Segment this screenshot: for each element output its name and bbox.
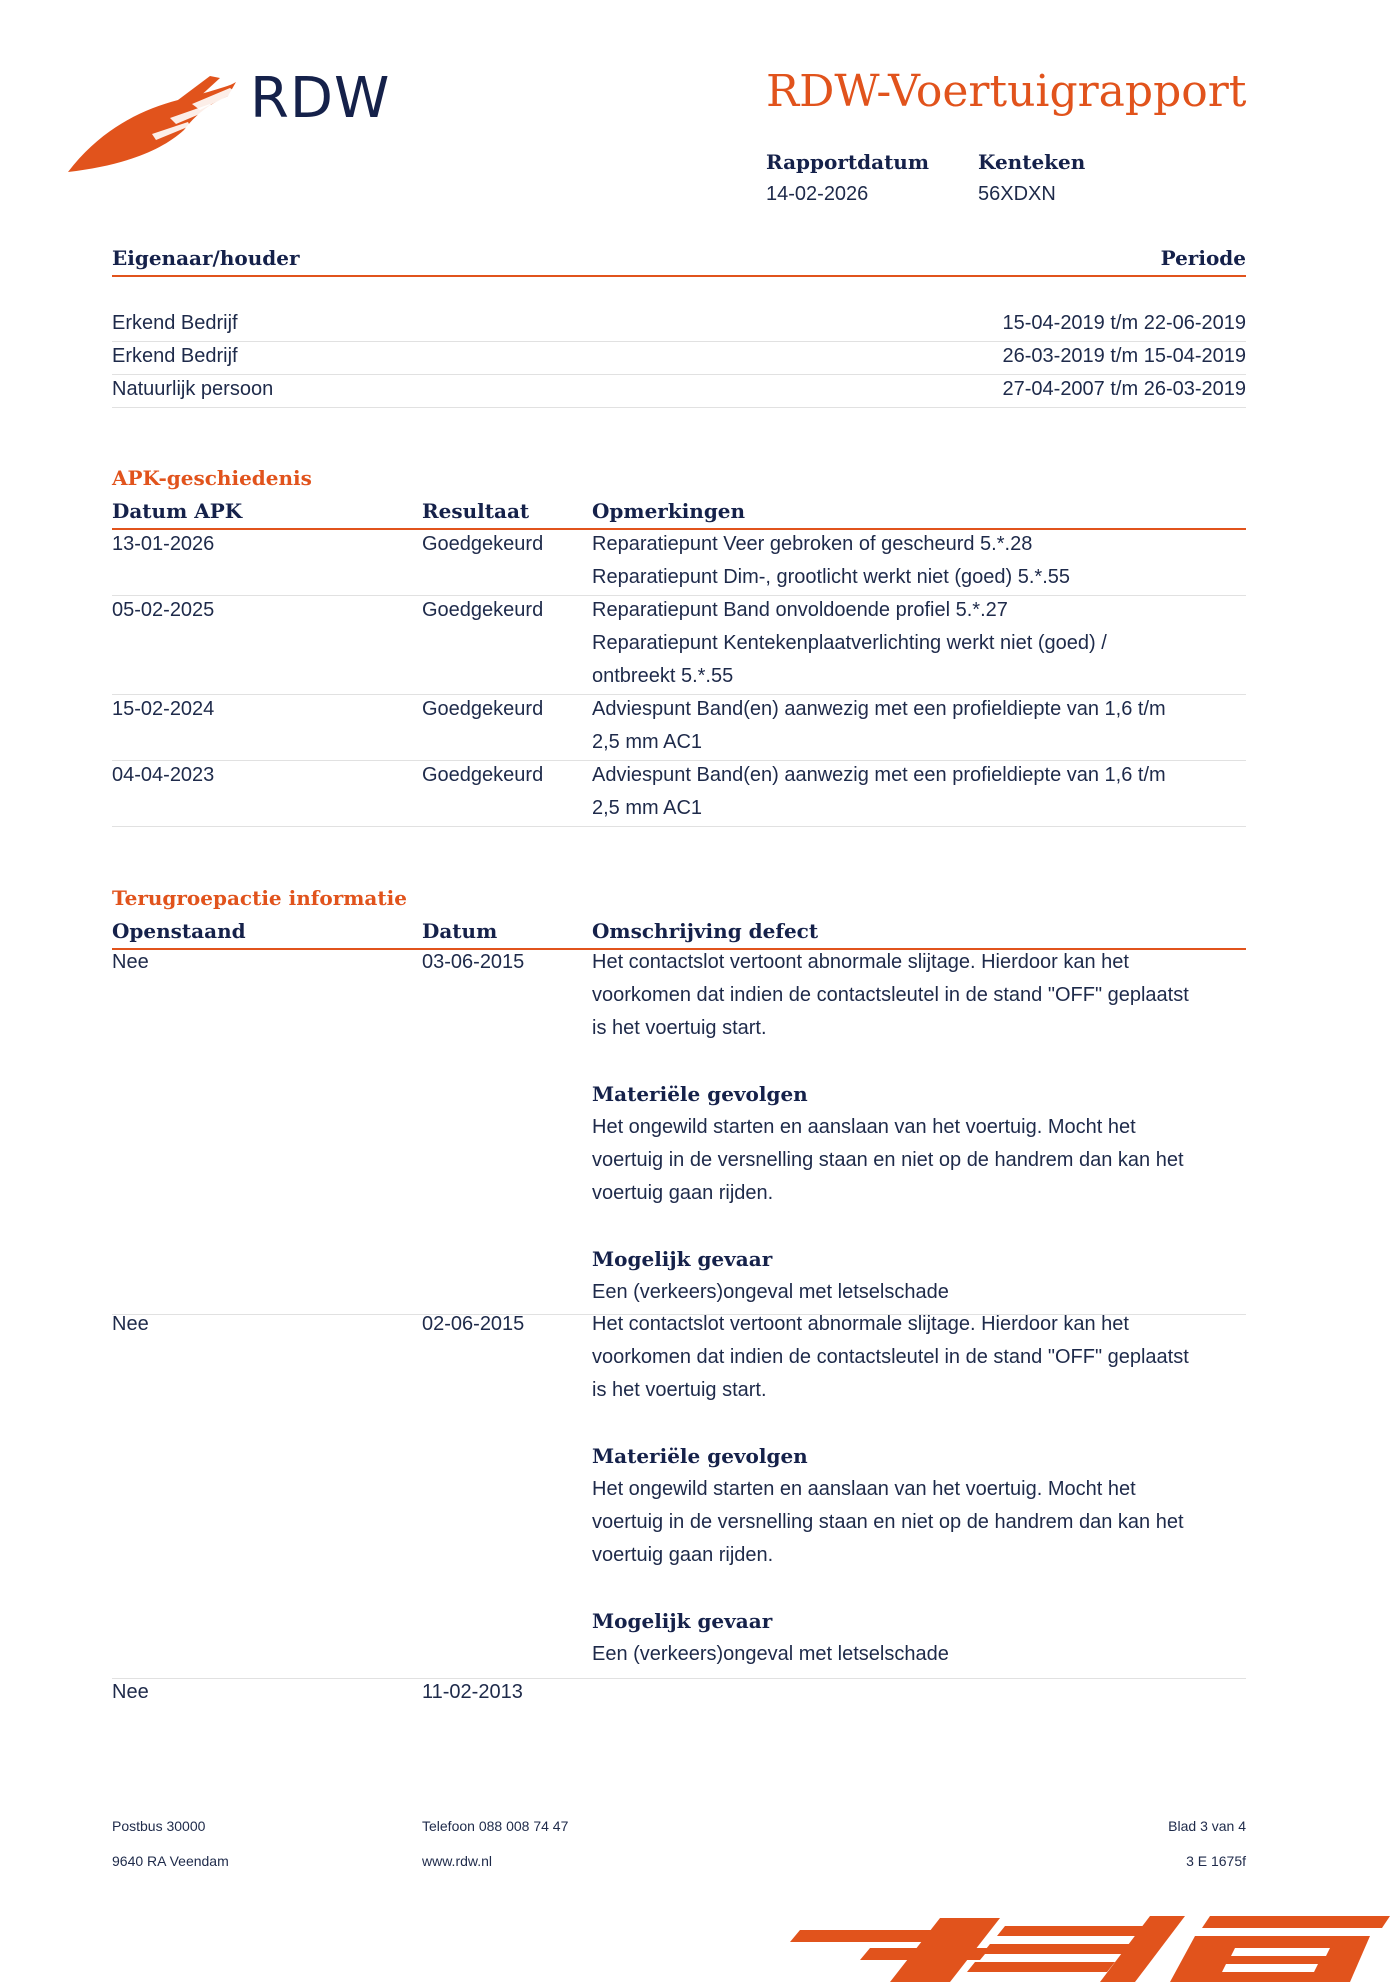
recall-open-header: Openstaand	[112, 919, 246, 943]
report-date-label: Rapportdatum	[766, 150, 930, 174]
apk-remarks	[592, 693, 1252, 759]
recall-date-header: Datum	[422, 919, 498, 943]
danger-heading: Mogelijk gevaar	[592, 1609, 773, 1633]
danger-heading: Mogelijk gevaar	[592, 1247, 773, 1271]
consequences-line: voertuig in de versnelling staan en niet op de handrem dan kan het	[592, 1511, 1184, 1533]
apk-result: Goedgekeurd	[422, 764, 544, 786]
row-divider	[112, 1678, 1246, 1679]
period-column-header: Periode	[1160, 246, 1246, 270]
consequences-line: voertuig gaan rijden.	[592, 1182, 774, 1204]
defect-line: voorkomen dat indien de contactsleutel in de stand "OFF" geplaatst	[592, 984, 1189, 1006]
defect-line: voorkomen dat indien de contactsleutel in de stand "OFF" geplaatst	[592, 1346, 1189, 1368]
consequences-heading: Materiële gevolgen	[592, 1444, 808, 1468]
apk-result: Goedgekeurd	[422, 599, 544, 621]
danger-text: Een (verkeers)ongeval met letselschade	[592, 1281, 949, 1303]
recall-open: Nee	[112, 1313, 149, 1335]
plate-value: 56XDXN	[978, 183, 1056, 205]
logo-text: RDW	[250, 66, 391, 131]
owner-period: 15-04-2019 t/m 22-06-2019	[1002, 312, 1246, 334]
apk-remarks	[592, 759, 1252, 825]
apk-result-header: Resultaat	[422, 499, 530, 523]
defect-line: Het contactslot vertoont abnormale slijtage. Hierdoor kan het	[592, 1313, 1129, 1335]
defect-line: Het contactslot vertoont abnormale slijtage. Hierdoor kan het	[592, 951, 1129, 973]
owner-name: Erkend Bedrijf	[112, 312, 238, 334]
apk-remark-line: Reparatiepunt Dim-, grootlicht werkt niet (goed) 5.*.55	[592, 566, 1071, 588]
owner-period: 26-03-2019 t/m 15-04-2019	[1002, 345, 1246, 367]
recall-description	[592, 946, 1252, 1309]
report-title: RDW-Voertuigrapport	[766, 66, 1247, 117]
decorative-stripes-graphic	[790, 1908, 1400, 1982]
consequences-line: voertuig gaan rijden.	[592, 1544, 774, 1566]
report-date: 14-02-2026	[766, 183, 869, 205]
footer-website[interactable]: www.rdw.nl	[422, 1853, 493, 1869]
consequences-heading: Materiële gevolgen	[592, 1082, 808, 1106]
consequences-line: Het ongewild starten en aanslaan van het voertuig. Mocht het	[592, 1478, 1136, 1500]
consequences-line: Het ongewild starten en aanslaan van het voertuig. Mocht het	[592, 1116, 1136, 1138]
apk-result: Goedgekeurd	[422, 533, 544, 555]
recall-date: 11-02-2013	[422, 1681, 523, 1703]
apk-remark-line: 2,5 mm AC1	[592, 731, 703, 753]
recall-date: 03-06-2015	[422, 951, 525, 973]
apk-remark-line: ontbreekt 5.*.55	[592, 665, 734, 687]
owner-name: Natuurlijk persoon	[112, 378, 274, 400]
defect-line: is het voertuig start.	[592, 1017, 767, 1039]
row-divider	[112, 407, 1246, 408]
owner-name: Erkend Bedrijf	[112, 345, 238, 367]
footer-page-number: Blad 3 van 4	[1168, 1818, 1246, 1834]
apk-date: 04-04-2023	[112, 764, 215, 786]
consequences-line: voertuig in de versnelling staan en niet op de handrem dan kan het	[592, 1149, 1184, 1171]
apk-remark-line: Adviespunt Band(en) aanwezig met een profieldiepte van 1,6 t/m	[592, 764, 1166, 786]
defect-line: is het voertuig start.	[592, 1379, 767, 1401]
apk-remark-line: Reparatiepunt Kentekenplaatverlichting werkt niet (goed) /	[592, 632, 1107, 654]
apk-date: 13-01-2026	[112, 533, 215, 555]
apk-remark-line: Reparatiepunt Veer gebroken of gescheurd 5.*.28	[592, 533, 1033, 555]
footer-postbus: Postbus 30000	[112, 1818, 206, 1834]
apk-date-header: Datum APK	[112, 499, 243, 523]
danger-text: Een (verkeers)ongeval met letselschade	[592, 1643, 949, 1665]
footer-city: 9640 RA Veendam	[112, 1853, 229, 1869]
recall-section-title: Terugroepactie informatie	[112, 886, 407, 910]
apk-date: 15-02-2024	[112, 698, 215, 720]
recall-desc-header: Omschrijving defect	[592, 919, 819, 943]
apk-remark-line: Reparatiepunt Band onvoldoende profiel 5.*.27	[592, 599, 1008, 621]
recall-date: 02-06-2015	[422, 1313, 525, 1335]
apk-remarks-header: Opmerkingen	[592, 499, 746, 523]
recall-open: Nee	[112, 951, 149, 973]
apk-date: 05-02-2025	[112, 599, 215, 621]
row-divider	[112, 826, 1246, 827]
owner-column-header: Eigenaar/houder	[112, 246, 300, 270]
apk-remarks	[592, 594, 1252, 693]
footer-document-code: 3 E 1675f	[1186, 1853, 1246, 1869]
apk-remarks	[592, 528, 1252, 594]
apk-remark-line: Adviespunt Band(en) aanwezig met een profieldiepte van 1,6 t/m	[592, 698, 1166, 720]
apk-remark-line: 2,5 mm AC1	[592, 797, 703, 819]
footer-phone: Telefoon 088 008 74 47	[422, 1818, 569, 1834]
plate-label: Kenteken	[978, 150, 1086, 174]
owners-header-rule	[112, 275, 1246, 277]
owner-period: 27-04-2007 t/m 26-03-2019	[1002, 378, 1246, 400]
apk-section-title: APK-geschiedenis	[112, 466, 312, 490]
recall-description	[592, 1308, 1252, 1671]
recall-open: Nee	[112, 1681, 149, 1703]
apk-result: Goedgekeurd	[422, 698, 544, 720]
